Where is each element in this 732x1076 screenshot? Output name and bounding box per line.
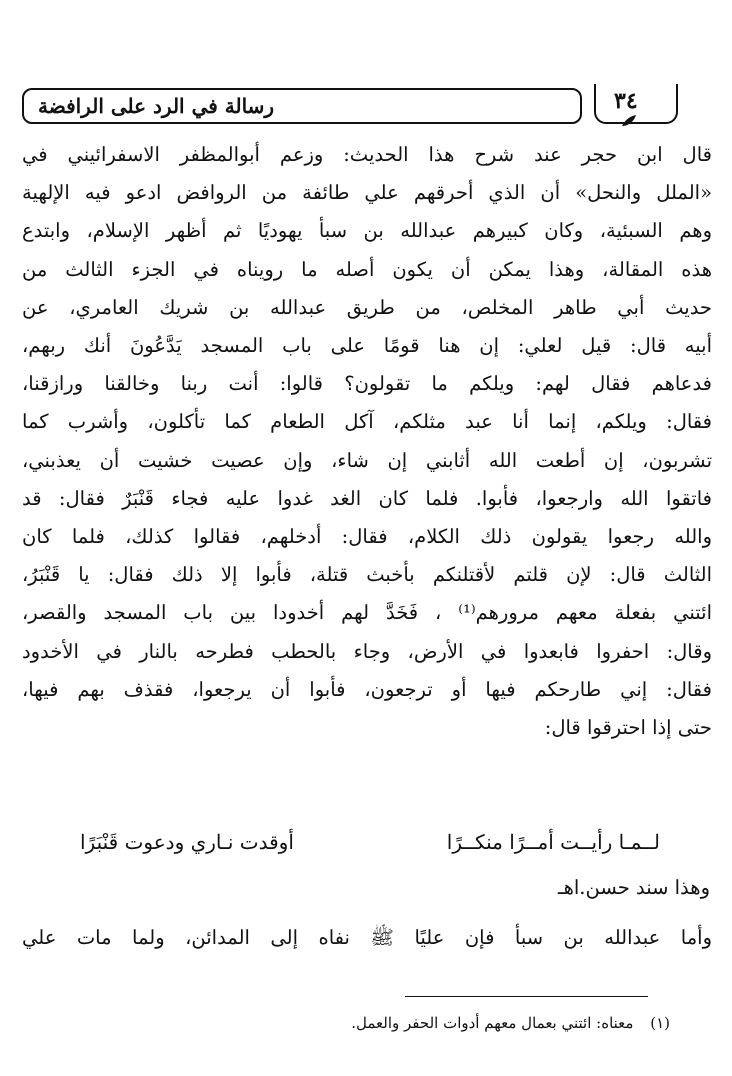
text-line: وهم السبئية، وكان كبيرهم عبدالله بن سبأ يهوديًا ثم أظهر الإسلام، وابتدع	[22, 219, 712, 243]
text-line: هذه المقالة، وهذا يمكن أن يكون أصله ما رويناه في الجزء الثالث من	[22, 257, 712, 281]
footnote	[351, 1014, 670, 1032]
paragraph-continuation: وأما عبدالله بن سبأ فإن عليًا ﷺ نفاه إلى المدائن، ولما مات علي	[22, 926, 712, 949]
text-line: «الملل والنحل» أن الذي أحرقهم علي طائفة من الروافض ادعو فيه الإلهية	[22, 181, 712, 205]
text-line: ائتني بفعلة معهم مرورهم⁽¹⁾ ، فَخَدَّ لهم أخدودا بين باب المسجد والقصر،	[22, 601, 712, 625]
leaf-ornament-icon	[620, 112, 638, 130]
text-line: والله رجعوا يقولون ذلك الكلام، فقال: أدخلهم، فقالوا كذلك، فلما كان	[22, 525, 712, 549]
page-header	[22, 88, 662, 126]
running-title-frame	[22, 88, 582, 124]
text-line: تشربون، إن أطعت الله أثابني إن شاء، وإن عصيت خشيت أن يعذبني،	[22, 448, 712, 472]
text-line: فاتقوا الله وارجعوا، فأبوا. فلما كان الغد غدوا عليه فجاء قَنْبَرٌ فقال: قد	[22, 486, 712, 510]
sanad-note: وهذا سند حسن.اهـ	[557, 876, 710, 899]
text-line: حديث أبي طاهر المخلص، من طريق عبدالله بن شريك العامري، عن	[22, 295, 712, 319]
text-line: فقال: ويلكم، إنما أنا عبد مثلكم، آكل الطعام كما تأكلون، وأشرب كما	[22, 410, 712, 434]
text-line: وقال: احفروا فابعدوا في الأرض، وجاء بالحطب فطرحه بالنار في الأخدود	[22, 639, 712, 663]
running-title: رسالة في الرد على الرافضة	[38, 94, 275, 118]
main-text	[22, 136, 712, 747]
text-line: قال ابن حجر عند شرح هذا الحديث: وزعم أبوالمظفر الاسفرائيني في	[22, 143, 712, 166]
text-line: فدعاهم فقال لهم: ويلكم ما تقولون؟ قالوا: أنت ربنا وخالقنا ورازقنا،	[22, 372, 712, 396]
page-number: ٣٤	[614, 88, 638, 114]
verse-second-hemistich: أوقدت نـاري ودعوت قَنْبَرًا	[80, 830, 294, 854]
text-line: حتى إذا احترقوا قال:	[544, 716, 712, 740]
text-line: أبيه قال: قيل لعلي: إن هنا قومًا على باب المسجد يَدَّعُونَ أنك ربهم،	[22, 334, 712, 358]
verse-first-hemistich: لــمـا رأيــت أمــرًا منكــرًا	[446, 830, 660, 854]
footnote-text: معناه: ائتني بعمال معهم أدوات الحفر والعمل.	[351, 1014, 634, 1032]
footnote-divider	[405, 996, 648, 997]
text-line: الثالث قال: لإن قلتم لأقتلنكم بأخبث قتلة، فأبوا إلا ذلك فقال: يا قَنْبَرُ،	[22, 563, 712, 587]
footnote-number: (١)	[650, 1014, 670, 1032]
text-line: فقال: إني طارحكم فيها أو ترجعون، فأبوا أن يرجعوا، فقذف بهم فيها،	[22, 677, 712, 701]
